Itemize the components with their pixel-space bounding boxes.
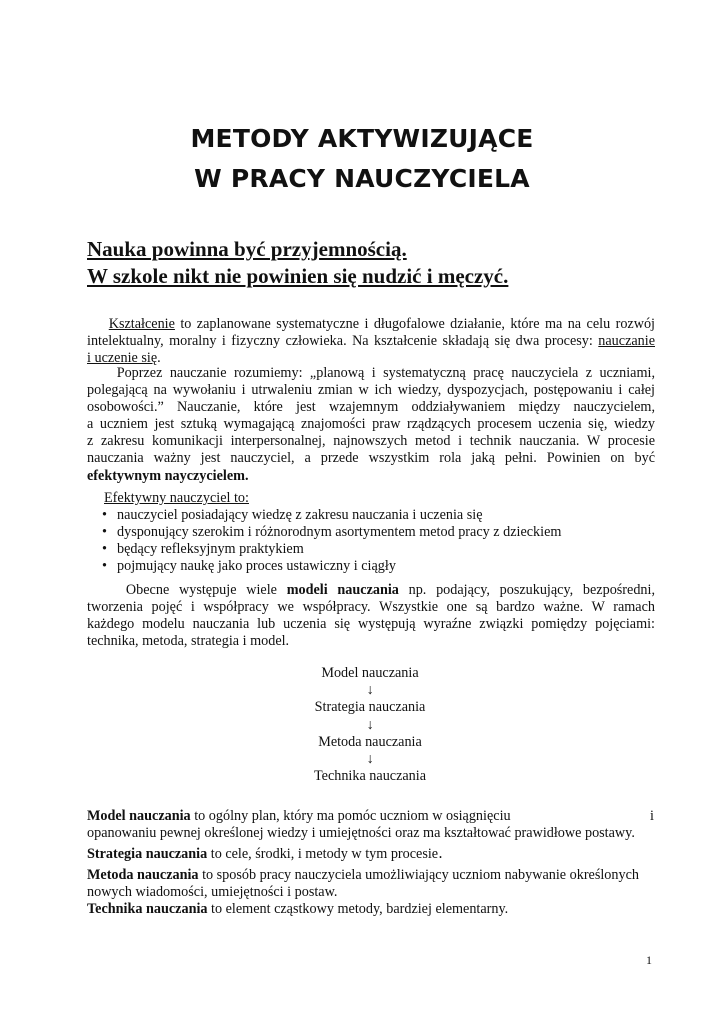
definition-strategy-dot: . — [438, 844, 443, 862]
teaching-line-2: polegającą na wywołaniu i utrwaleniu zmian w ich wiedzy, dyspozycjach, postępowaniu i całej — [87, 382, 655, 399]
definition-model-line-1 — [87, 808, 659, 825]
teaching-line-1-text: Poprzez nauczanie rozumiemy: „planową i systematyczną pracę nauczyciela z uczniami, — [116, 365, 655, 381]
down-arrow-icon: ↓ — [366, 751, 374, 768]
definition-method — [87, 867, 657, 901]
flow-step-strategy: Strategia nauczania — [314, 699, 426, 716]
term-uczenie-sie: i uczenie się — [87, 350, 158, 367]
definition-model-text-i: i — [650, 808, 654, 824]
teaching-paragraph — [87, 365, 655, 485]
definition-method-text-1: to sposób pracy nauczyciela umożliwiający uczniom nabywanie określonych — [198, 867, 639, 883]
models-line-1 — [87, 582, 655, 599]
models-line-1-a: Obecne występuje wiele — [125, 582, 287, 598]
down-arrow-icon: ↓ — [366, 716, 374, 733]
list-item-text: dysponujący szerokim i różnorodnym asortymentem metod pracy z dzieckiem — [117, 524, 562, 540]
page-number: 1 — [646, 953, 652, 967]
teaching-bold-end: efektywnym nayczycielem. — [87, 467, 249, 484]
flow-step-technique: Technika nauczania — [313, 768, 427, 785]
bullet-icon: • — [102, 524, 107, 540]
bullet-icon: • — [102, 558, 107, 574]
definition-model-text-1: to ogólny plan, który ma pomóc uczniom w osiągnięciu — [190, 808, 511, 824]
models-line-4: technika, metoda, strategia i model. — [87, 633, 290, 650]
intro-line-2 — [87, 333, 655, 350]
list-item-text: będący refleksyjnym praktykiem — [117, 541, 304, 557]
term-modele-nauczania: modeli nauczania — [286, 582, 399, 598]
definition-method-line-2: nowych wiadomości, umiejętności i postaw. — [87, 884, 338, 901]
models-line-3: każdego modelu nauczania lub uczenia się występują wyraźne związki pomiędzy pojęciami: — [87, 616, 655, 633]
teaching-line-3: osobowości.” Nauczanie, które jest wzajemnym oddziaływaniem między nauczycielem, — [87, 399, 655, 416]
definition-model — [87, 808, 659, 842]
list-item-text: nauczyciel posiadający wiedzę z zakresu nauczania i uczenia się — [117, 507, 483, 523]
teaching-hierarchy-flow — [0, 665, 724, 785]
list-item — [102, 524, 561, 541]
definition-technique — [87, 901, 655, 918]
term-technika-nauczania: Technika nauczania — [87, 901, 208, 917]
term-model-nauczania: Model nauczania — [87, 808, 191, 824]
definition-technique-text: to element cząstkowy metody, bardziej elementarny. — [207, 901, 509, 917]
definition-strategy-line — [87, 845, 655, 863]
term-ksztalcenie: Kształcenie — [108, 316, 175, 332]
term-metoda-nauczania: Metoda nauczania — [87, 867, 199, 883]
title-line-1: METODY AKTYWIZUJĄCE — [190, 124, 534, 153]
title-line-2: W PRACY NAUCZYCIELA — [194, 164, 530, 193]
term-strategia-nauczania: Strategia nauczania — [87, 846, 208, 862]
definition-strategy — [87, 845, 655, 863]
intro-paragraph — [87, 316, 655, 367]
list-item — [102, 541, 561, 558]
definition-model-line-2: opanowaniu pewnej określonej wiedzy i umiejętności oraz ma kształtować prawidłowe postawy. — [87, 825, 635, 842]
teaching-line-5: z zakresu komunikacji interpersonalnej, najnowszych metod i technik nauczania. W procesie — [87, 433, 655, 450]
intro-line-2-text: intelektualny, moralny i fizyczny człowieka. Na kształcenie składają się dwa procesy: — [87, 333, 599, 350]
models-line-2: tworzenia pojęć i współpracy we współpracy. Wszystkie one są bardzo ważne. W ramach — [87, 599, 655, 616]
term-nauczanie: nauczanie — [598, 333, 655, 350]
effective-heading — [104, 490, 249, 507]
motto-line-1: Nauka powinna być przyjemnością. — [87, 237, 407, 261]
effective-heading-text: Efektywny nauczyciel to: — [104, 490, 249, 506]
effective-list — [102, 507, 561, 575]
flow-step-method: Metoda nauczania — [318, 733, 422, 750]
models-line-1-c: np. podający, poszukujący, bezpośredni, — [398, 582, 656, 598]
definition-strategy-text: to cele, środki, i metody w tym procesie — [207, 846, 439, 862]
definition-technique-line — [87, 901, 655, 918]
list-item — [102, 507, 561, 524]
list-item — [102, 558, 561, 575]
intro-line-1-text: to zaplanowane systematyczne i długofalowe działanie, które ma na celu rozwój — [174, 316, 655, 332]
intro-line-1 — [87, 316, 655, 333]
bullet-icon: • — [102, 541, 107, 557]
models-paragraph — [87, 582, 655, 650]
motto-line-2: W szkole nikt nie powinien się nudzić i męczyć. — [87, 264, 509, 288]
flow-step-model: Model nauczania — [321, 665, 419, 681]
teaching-line-4: a uczniem jest sztuką wymagającą znajomości praw rządzących procesem uczenia się, wiedzy — [87, 416, 655, 433]
list-item-text: pojmujący naukę jako proces ustawiczny i ciągły — [117, 558, 396, 574]
bullet-icon: • — [102, 507, 107, 523]
intro-line-3-end: . — [157, 350, 161, 367]
teaching-line-1 — [87, 365, 655, 382]
teaching-line-6: nauczania ważny jest nauczyciel, a przede wszystkim rola jaką pełni. Powinien on być — [87, 450, 655, 467]
down-arrow-icon: ↓ — [366, 682, 374, 699]
definition-method-line-1 — [87, 867, 657, 884]
